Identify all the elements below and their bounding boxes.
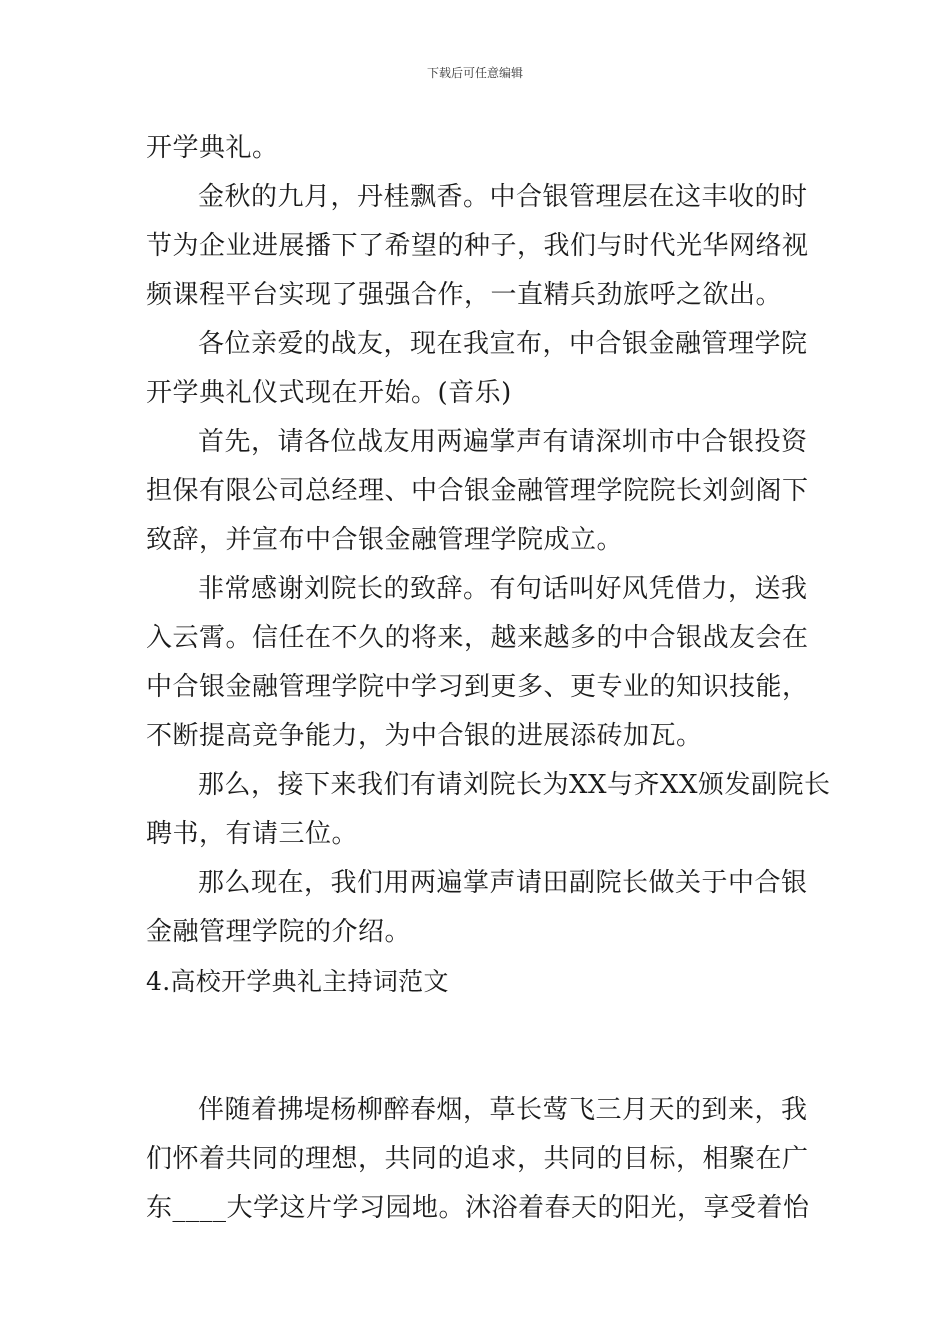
text-line: 中合银金融管理学院中学习到更多、更专业的知识技能， — [146, 672, 809, 702]
section-gap — [146, 1006, 806, 1086]
document-body — [146, 124, 831, 1233]
text-line: 不断提高竞争能力，为中合银的进展添砖加瓦。 — [146, 721, 703, 751]
text-line: 金秋的九月，丹桂飘香。中合银管理层在这丰收的时 — [198, 182, 808, 212]
text-line: 担保有限公司总经理、中合银金融管理学院院长刘剑阁下 — [146, 476, 809, 506]
text-line: 各位亲爱的战友，现在我宣布，中合银金融管理学院 — [198, 329, 808, 359]
text-line: 非常感谢刘院长的致辞。有句话叫好风凭借力，送我 — [198, 574, 808, 604]
text-line: 东____大学这片学习园地。沐浴着春天的阳光，享受着怡 — [146, 1193, 810, 1223]
text-line: 节为企业进展播下了希望的种子，我们与时代光华网络视 — [146, 231, 809, 261]
text-line: 金融管理学院的介绍。 — [146, 917, 412, 947]
text-line: 开学典礼。 — [146, 133, 279, 163]
text-line: 那么现在，我们用两遍掌声请田副院长做关于中合银 — [198, 868, 808, 898]
text-line: 首先，请各位战友用两遍掌声有请深圳市中合银投资 — [198, 427, 808, 457]
text-line: 聘书，有请三位。 — [146, 819, 359, 849]
text-line: 们怀着共同的理想，共同的追求，共同的目标，相聚在广 — [146, 1144, 809, 1174]
text-line: 那么，接下来我们有请刘院长为XX与齐XX颁发副院长 — [198, 770, 831, 800]
section-heading: 4.高校开学典礼主持词范文 — [146, 967, 449, 996]
text-line: 入云霄。信任在不久的将来，越来越多的中合银战友会在 — [146, 623, 809, 653]
text-line: 开学典礼仪式现在开始。(音乐) — [146, 378, 512, 408]
text-line: 频课程平台实现了强强合作，一直精兵劲旅呼之欲出。 — [146, 280, 783, 310]
text-line: 致辞，并宣布中合银金融管理学院成立。 — [146, 525, 624, 555]
page-header: 下载后可任意编辑 — [426, 66, 523, 80]
text-line: 伴随着拂堤杨柳醉春烟，草长莺飞三月天的到来，我 — [198, 1095, 808, 1125]
